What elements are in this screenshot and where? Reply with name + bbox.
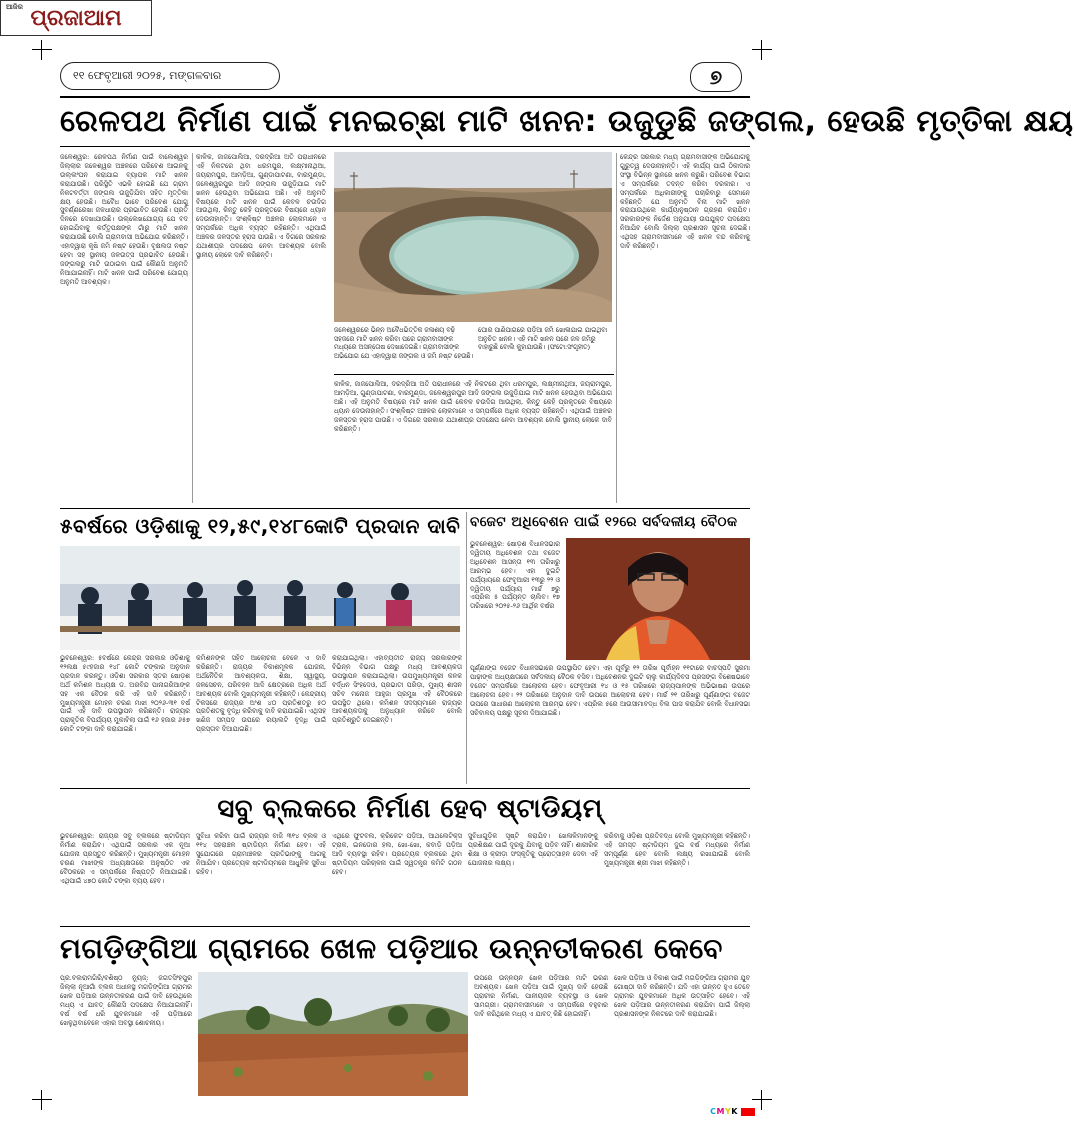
story1-end-divider [60, 508, 750, 509]
story2-headline: ୫ବର୍ଷରେ ଓଡ଼ିଶାକୁ ୧୨,୫୯,୧୪୮କୋଟି ପ୍ରଦାନ ଦାବି [60, 514, 461, 538]
registration-mark-top-right [752, 40, 772, 60]
issue-date: ୧୧ ଫେବୃଆରୀ ୨୦୨୫, ମଙ୍ଗଳବାର [60, 62, 280, 90]
village-playground-image [198, 972, 468, 1096]
column-divider [616, 153, 617, 503]
header-divider [60, 96, 750, 98]
column-divider [192, 153, 193, 503]
cmyk-m: M [716, 1107, 725, 1116]
masthead-title: ପ୍ରଜାଆମ [30, 5, 122, 31]
masthead-tagline: ଆଜିର [6, 2, 23, 11]
newspaper-masthead-logo [0, 0, 152, 36]
page-number: ୭ [690, 62, 742, 92]
story1-caption-1: ଜଳେଶ୍ୱରରେ ଭିନ୍ନ ଅବୈଧଭିତ୍ତିକ ଜଳାଶୟ ବଢ଼ି ସହଜରେ ମାଟି ଖନନ କରିବା ପରେ ଗ୍ରାମବାସୀଙ୍କ ମଧ୍ୟରେ ଅସନ୍ତୋଷ ଦେଖାଦେଇଛି। ଗ୍ରାମବାସୀଙ୍କ ଅଭିଯୋଗ ଯେ ଏହାଦ୍ୱାରା ଜଙ୍ଗଲ ଓ ଜମି ନଷ୍ଟ ହେଉଛି। [334, 326, 474, 360]
excavation-pit-image [334, 152, 612, 322]
story4-end-divider [60, 926, 750, 927]
story5-playground-photo [198, 972, 468, 1096]
story4-column-2: ସୁବିଧା କରିବା ପାଇଁ ରାଜ୍ୟର ବାଜି ୩୧୪ ବ୍ଲକ ଓ ୧୧୪ ସହରାଞ୍ଚଳ ଷ୍ଟାଡିୟମ ନିର୍ମାଣ ହେବ। ଏହି ସୁଯୋଗରେ ଗ୍ରାମାଞ୍ଚଳର ପ୍ରତିଭାଙ୍କୁ ଆଗକୁ ନିଆଯିବ। ପ୍ରତ୍ୟେକ ଷ୍ଟାଡିୟମରେ ଆଧୁନିକ ସୁବିଧା ରହିବ। [196, 832, 326, 876]
story1-column-1: ଜଳେଶ୍ୱର: ରେଳପଥ ନିର୍ମାଣ ପାଇଁ ବାଲେଶ୍ୱର ଜିଲ୍ଲାର ଜଳେଶ୍ୱର ଅଞ୍ଚଳରେ ପରିବେଶ ଆଇନକୁ ଉଲ୍ଲଂଘନ କରାଯାଇ ବ୍ୟାପକ ମାଟି ଖନନ କରାଯାଉଛି। ପରିସ୍ଥିତି ଏଭଳି ହୋଇଛି ଯେ ଗ୍ରାମ ନିକଟବର୍ତ୍ତୀ ଜଙ୍ଗଲ ଉଜୁଡ଼ିଯିବା ସହିତ ମୃତ୍ତିକା କ୍ଷୟ ହେଉଛି। ଅବୈଧ ଭାବେ ପରିବେଶ ଯୋଗୁ ସୁବର୍ଣ୍ଣରେଖା ଜଳଧାରାର ପ୍ରଭାବିତ ହେଉଛି। ପ୍ରତି ଦିନରେ ଦେଖାଯାଉଛି। ଉଲ୍ଲେଖଯୋଗ୍ୟ ଯେ ବଦ ହୋଇଯିବାକୁ କର୍ତ୍ତୃପକ୍ଷଙ୍କ ଗାଁରୁ ମାଟି ଖନନ କରାଯାଉଛି ବୋଲି ଗ୍ରାମବାସୀ ଅଭିଯୋଗ କରିଛନ୍ତି। ଏହାଦ୍ୱାରା କୃଷି ଜମି ନଷ୍ଟ ହେଉଛି। ବୃକ୍ଷଲତା ନଷ୍ଟ ହେବା ସହ ସ୍ଥାନୀୟ ଜଳଉତ୍ସ ପ୍ରଭାବିତ ହେଉଛି। ଜଙ୍ଗଲରୁ ମାଟି ଉଠାଇବା ପାଇଁ କୌଣସି ଅନୁମତି ନିଆଯାଇନାହିଁ। ମାଟି ଖନନ ପାଇଁ ପରିବେଶ ଯୋଗ୍ୟ ଅନୁମତି ଆବଶ୍ୟକ। [60, 153, 188, 286]
story5-column-4: ଖେଳ ପଡ଼ିଆ ଓ ବିକାଶ ପାଇଁ ମଗଡ଼ିଙ୍ଗିଆ ଗ୍ରାମର ଯୁବ ଗୋଷ୍ଠୀ ଦାବି କରିଛନ୍ତି। ଯଦି ଏହା ଉନ୍ନତ ହୁଏ ତେବେ ଗ୍ରାମର ଯୁବକମାନେ ଅଧିକ ଉତ୍ସାହିତ ହେବେ। ଏହି ଖେଳ ପଡ଼ିଆର ଉନ୍ନତୀକରଣ କରାଯିବା ପାଇଁ ଜିଲ୍ଲା ପ୍ରଶାସନଙ୍କ ନିକଟରେ ଦାବି କରାଯାଇଛି। [614, 974, 751, 1018]
story5-column-1: ପ୍ର.ବଲରାମଗିରି/ବଶିଷ୍ଠ ନ୍ୟୁଜ୍: ଜଗତସିଂହପୁର ଜିଲ୍ଲା ନୂଆଗାଁ ବ୍ଲକ ଅଧୀନସ୍ଥ ମଗଡ଼ିଙ୍ଗିଆ ଗ୍ରାମର ଖେଳ ପଡ଼ିଆର ଉନ୍ନତୀକରଣ ପାଇଁ ଦାବି ହେଉଥିଲେ ମଧ୍ୟ ଏ ଯାବତ୍ କୌଣସି ପଦକ୍ଷେପ ନିଆଯାଇନାହିଁ। ବର୍ଷ ବର୍ଷ ଧରି ଯୁବକମାନେ ଏହି ପଡ଼ିଆରେ ଖେଳୁଥିବାବେଳେ ଏହାର ଅବସ୍ଥା ଶୋଚନୀୟ। [60, 974, 192, 1027]
story4-headline: ସବୁ ବ୍ଲକରେ ନିର୍ମାଣ ହେବ ଷ୍ଟାଡିୟମ୍ [217, 794, 603, 824]
assembly-speaker-image [566, 538, 750, 660]
story2-column-1: ଭୁବନେଶ୍ୱର: ୫ବର୍ଷରେ କେନ୍ଦ୍ର ସରକାର ଓଡ଼ିଶାକୁ ୧୨ଲକ୍ଷ ୫୯ହଜାର ୧୪୮ କୋଟି ଟଙ୍କାର ଅନୁଦାନ ପ୍ରଦାନ କରନ୍ତୁ। ଓଡ଼ିଶା ସରକାର ସ୍ତର ଷୋଡ଼ଶ ଅର୍ଥ କମିଶନ ଅଧ୍ୟକ୍ଷ ଡ. ଅରବିନ୍ଦ ପାନାଗରିଆଙ୍କ ସହ ଏକ ବୈଠକ କରି ଏହି ଦାବି କରିଛନ୍ତି। ମୁଖ୍ୟମନ୍ତ୍ରୀ ମୋହନ ଚରଣ ମାଝୀ ୨୦୨୬-୩୧ ବର୍ଷ ପାଇଁ ଏହି ଦାବି ଉପସ୍ଥାପନ କରିଛନ୍ତି। ରାଜ୍ୟର ପ୍ରାକୃତିକ ବିପର୍ଯ୍ୟୟ ମୁକାବିଲା ପାଇଁ ୧୬ ହଜାର ୬୫୭ କୋଟି ଟଙ୍କା ଦାବି କରାଯାଇଛି। [60, 654, 190, 734]
cmyk-c: C [710, 1107, 717, 1116]
story1-caption-2: ଘୋର ପାଣିପାଗରେ ପଡ଼ିଆ ଜମି ଖୋଳାଯାଇ ଯାଇଥିବା ଅନୁଚିତ ଖନନ। ଏହି ମାଟି ଖନନ ପରେ ଜଳ ଜମିରୁ ବାହାରୁଛି ବୋଲି କୁହାଯାଉଛି। (ଫଟୋ:ସଂଗୃହୀତ) [478, 326, 608, 352]
story3-end-divider [60, 788, 750, 789]
story4-column-1: ଭୁବନେଶ୍ୱର: ରାଜ୍ୟର ସବୁ ବ୍ଲକରେ ଷ୍ଟାଡିୟମ ନିର୍ମାଣ କରାଯିବ। ଏଥିପାଇଁ ସରକାର ଏକ ନୂଆ ଯୋଜନା ପ୍ରସ୍ତୁତ କରିଛନ୍ତି। ମୁଖ୍ୟମନ୍ତ୍ରୀ ମୋହନ ଚରଣ ମାଝୀଙ୍କ ଅଧ୍ୟକ୍ଷତାରେ ଅନୁଷ୍ଠିତ ଏକ ବୈଠକରେ ଏ ସମ୍ପର୍କରେ ନିଷ୍ପତ୍ତି ନିଆଯାଇଛି। ଏଥିପାଇଁ ୪୭୦ କୋଟି ଟଙ୍କା ବ୍ୟୟ ହେବ। [60, 832, 190, 885]
story2-meeting-photo [60, 546, 460, 650]
story4-column-5: କରିବାକୁ ଓଡ଼ିଶା ପ୍ରତିବଦ୍ଧ ବୋଲି ମୁଖ୍ୟମନ୍ତ୍ରୀ କହିଛନ୍ତି। ଏହି ସମସ୍ତ ଷ୍ଟାଡିୟମ ଦୁଇ ବର୍ଷ ମଧ୍ୟରେ ନିର୍ମାଣ ସମ୍ପୂର୍ଣ୍ଣ ହେବ ବୋଲି ଲକ୍ଷ୍ୟ ରଖାଯାଇଛି ବୋଲି ମୁଖ୍ୟମନ୍ତ୍ରୀ ଶ୍ରୀ ମାଝୀ କହିଛନ୍ତି। [604, 832, 750, 867]
cmyk-y: Y [725, 1107, 732, 1116]
story4-column-4: ସୁବିଧାଗୁଡ଼ିକ ସୃଷ୍ଟି କରାଯିବ। ଖେଳାଳିମାନଙ୍କୁ ପ୍ରଶିକ୍ଷଣ ପାଇଁ ଦୂରକୁ ଯିବାକୁ ପଡ଼ିବ ନାହିଁ। ଶାରୀରିକ ଶିକ୍ଷା ଓ କ୍ରୀଡ଼ା ସଂସ୍କୃତିକୁ ପ୍ରୋତ୍ସାହନ ଦେବା ଏହି ଯୋଜନାର ଲକ୍ଷ୍ୟ। [468, 832, 598, 867]
story1-column-2: କାଳିକ, ଜାଜପୋଲିଆ, ଦରଦ୍ରିଆ ଅତି ପରାଧୀନରେ ଏହି ନିକଟରେ ଥିବା ଧରମପୁର, ଲକ୍ଷ୍ମୀନାଥିଆ, ଜୟରାମପୁର, ଆମଡ଼ିଆ, ଗୁଣ୍ଡାପାଟଣା, ବାରମୁଣ୍ଡା, ଜଳେଶ୍ୱରପୁର ଆଦି ଜଙ୍ଗଲ ଉଜୁଡ଼ିଯାଇ ମାଟି ଖନନ ହେଉଥିବା ଅଭିଯୋଗ ଅଛି। ଏହି ଅନୁମତି ବିଷୟରେ ମାଟି ଖନନ ପାଇଁ କେବଳ ଚଉଦିଗ ଆଉଥିଲା, କିନ୍ତୁ କେହି ପ୍ରକୃତରେ ବିଷୟରେ ଧ୍ୟାନ ଦେଉନାହାନ୍ତି। ସଂଶ୍ଳିଷ୍ଟ ଅଞ୍ଚଳର ଲୋକମାନେ ଏ ସମ୍ପର୍କରେ ଅଧିକ ବ୍ୟସ୍ତ ରହିଛନ୍ତି। ଏଥିପାଇଁ ଅଞ୍ଚଳର ଜଳସ୍ତର ହ୍ରାସ ପାଉଛି। ଏ ଦିଗରେ ସରକାର ଯଥାଶୀଘ୍ର ପଦକ୍ଷେପ ନେବା ଆବଶ୍ୟକ ବୋଲି ସ୍ଥାନୀୟ ଲୋକେ ଦାବି କରିଛନ୍ତି। [196, 153, 326, 259]
story5-column-3: ଉପରେ ଉନ୍ନୟନ ଖେଳ ପଡ଼ିଆର ମାଟି ଭରଣ ଅବଶ୍ୟକ। ଖେଳ ପଡ଼ିଆ ପାଇଁ ମୁଖ୍ୟ ଦାବି ହେଉଛି ପ୍ରାଚୀର ନିର୍ମାଣ, ପାନୀୟଜଳ ବ୍ୟବସ୍ଥା ଓ ଖେଳ ସାମଗ୍ରୀ। ଗ୍ରାମବାସୀମାନେ ଏ ସମ୍ପର୍କରେ ବହୁବାର ଦାବି କରିଥିଲେ ମଧ୍ୟ ଏ ଯାବତ୍ କିଛି ହୋଇନାହିଁ। [474, 974, 608, 1018]
story5-headline: ମଗଡ଼ିଙ୍ଗିଆ ଗ୍ରାମରେ ଖେଳ ପଡ଼ିଆର ଉନ୍ନତୀକରଣ କେବେ [60, 932, 723, 965]
story3-full-column: ପୂର୍ଣ୍ଣାଙ୍ଗ ବଜେଟ ବିଧାନସଭାରେ ଉପସ୍ଥାପିତ ହେବ। ଏହା ପୂର୍ବରୁ ୧୨ ତାରିଖ ପୂର୍ବାହ୍ନ ୧୧ଟାରେ ବାଚସ୍ପତି ସୁରମା ପାଢ଼ୀଙ୍କ ଅଧ୍ୟକ୍ଷତାରେ ସର୍ବଦଳୀୟ ବୈଠକ ବସିବ। ଅଧିବେଶନର ଦୁଇଟି ଚାଲୁ କାର୍ଯ୍ୟଦିବସ ପ୍ରସଙ୍ଗ ବିଶେଷଭାବେ ବଜେଟ ସମ୍ପର୍କରେ ଆଲୋଚନା ହେବ। ଫେବୃଆରୀ ୧୪ ଓ ୧୫ ତାରିଖରେ ରାଜ୍ୟପାଳଙ୍କ ଅଭିଭାଷଣ ଉପରେ ଆଲୋଚନା ହେବ। ୨୨ ତାରିଖରେ ଅନୁଦାନ ଦାବି ଉପରେ ଆଲୋଚନା ହେବ। ମାର୍ଚ୍ଚ ୨୧ ତାରିଖରୁ ପୂର୍ଣ୍ଣାଙ୍ଗ ବଜେଟ ଉପରେ ସାଧାରଣ ଆଲୋଚନା ଆରମ୍ଭ ହେବ। ଏପ୍ରିଲ ୫ରେ ଆଉସୀମାବଦ୍ଧ ବିଲ ପାସ କରାଯିବ ବୋଲି ବିଧାନସଭା ସଚିବାଳୟ ପକ୍ଷରୁ ସୂଚନା ଦିଆଯାଇଛି। [470, 664, 750, 717]
cmyk-k: K [731, 1107, 738, 1116]
story2-column-3: କରାଯାଇଥିଲା। ଏହାବ୍ୟତୀତ ରାଜ୍ୟ ସରକାରଙ୍କ ବିଭିନ୍ନ ବିଭାଗ ପକ୍ଷରୁ ମଧ୍ୟ ଆବଶ୍ୟକତା ଉପସ୍ଥାପନ କରାଯାଇଥିଲା। ଉପମୁଖ୍ୟମନ୍ତ୍ରୀ କନକ ବର୍ଦ୍ଧନ ସିଂହଦେଓ, ପ୍ରଭାତୀ ପରିଡ଼ା, ମୁଖ୍ୟ ଶାସନ ସଚିବ ମନୋଜ ଆହୁଜା ପ୍ରମୁଖ ଏହି ବୈଠକରେ ଉପସ୍ଥିତ ଥିଲେ। କମିଶନ ସଦସ୍ୟମାନେ ରାଜ୍ୟର ଆବଶ୍ୟକତାକୁ ଅନୁଧ୍ୟାନ କରିବେ ବୋଲି ପ୍ରତିଶ୍ରୁତି ଦେଇଛନ୍ତି। [332, 654, 462, 725]
finance-commission-meeting-image [60, 546, 460, 650]
color-swatch [741, 1108, 755, 1116]
story3-speaker-photo [566, 538, 750, 660]
story1-column-4: କେନ୍ଦ୍ର ସରକାର ମଧ୍ୟ ଗ୍ରାମବାସୀଙ୍କ ଅଭିଯୋଗକୁ ଗୁରୁତ୍ୱ ଦେଉନାହାନ୍ତି। ଏହି କାର୍ଯ୍ୟ ପାଇଁ ଠିକାଦାର ସଂସ୍ଥା ବିଭିନ୍ନ ସ୍ଥାନରେ ଖନନ କରୁଛି। ପରିବେଶ ବିଭାଗ ଏ ସମ୍ପର୍କରେ ତଦନ୍ତ କରିବା ଦରକାର। ଏ ସମ୍ପର୍କରେ ଅଧିକାରୀଙ୍କୁ ପଚାରିବାରୁ ସେମାନେ କହିଛନ୍ତି ଯେ ଅନୁମତି ବିନା ମାଟି ଖନନ କରାଯାଉଥିଲେ କାର୍ଯ୍ୟାନୁଷ୍ଠାନ ଗ୍ରହଣ କରାଯିବ। ସରକାରଙ୍କ ନିର୍ଦ୍ଦେଶ ଅନୁଯାୟୀ ଉପଯୁକ୍ତ ପଦକ୍ଷେପ ନିଆଯିବ ବୋଲି ଜିଲ୍ଲା ପ୍ରଶାସନ ସୂଚନା ଦେଇଛି। ଏଥିସହ ଗ୍ରାମବାସୀମାନେ ଏହି ଖନନ ବନ୍ଦ କରିବାକୁ ଦାବି କରିଛନ୍ତି। [620, 153, 750, 251]
registration-mark-bottom-right [752, 1090, 772, 1110]
cmyk-print-marker [710, 1107, 755, 1116]
story1-divider [60, 146, 750, 147]
story-divider [466, 512, 467, 784]
story1-excavation-photo [334, 152, 612, 322]
story1-column-3-continued: କାଳିକ, ଜାଜପୋଲିଆ, ଦରଦ୍ରିଆ ଅତି ପରାଧୀନରେ ଏହି ନିକଟରେ ଥିବା ଧରମପୁର, ଲକ୍ଷ୍ମୀନାଥିଆ, ଜୟରାମପୁର, ଆମଡ଼ିଆ, ଗୁଣ୍ଡାପାଟଣା, ବାରମୁଣ୍ଡା, ଜଳେଶ୍ୱରପୁର ଆଦି ଜଙ୍ଗଲ ଉଜୁଡ଼ିଯାଇ ମାଟି ଖନନ ହେଉଥିବା ଅଭିଯୋଗ ଅଛି। ଏହି ଅନୁମତି ବିଷୟରେ ମାଟି ଖନନ ପାଇଁ କେବଳ ଚଉଦିଗ ଆଉଥିଲା, କିନ୍ତୁ କେହି ପ୍ରକୃତରେ ବିଷୟରେ ଧ୍ୟାନ ଦେଉନାହାନ୍ତି। ସଂଶ୍ଳିଷ୍ଟ ଅଞ୍ଚଳର ଲୋକମାନେ ଏ ସମ୍ପର୍କରେ ଅଧିକ ବ୍ୟସ୍ତ ରହିଛନ୍ତି। ଏଥିପାଇଁ ଅଞ୍ଚଳର ଜଳସ୍ତର ହ୍ରାସ ପାଉଛି। ଏ ଦିଗରେ ସରକାର ଯଥାଶୀଘ୍ର ପଦକ୍ଷେପ ନେବା ଆବଶ୍ୟକ ବୋଲି ସ୍ଥାନୀୟ ଲୋକେ ଦାବି କରିଛନ୍ତି। [334, 380, 612, 433]
registration-mark-bottom-left [32, 1090, 52, 1110]
story3-headline: ବଜେଟ ଅଧିବେଶନ ପାଇଁ ୧୨ରେ ସର୍ବଦଳୀୟ ବୈଠକ [470, 514, 738, 530]
story2-column-2: କମିଶନଙ୍କ ସହିତ ଆଲୋଚନା ବେଳେ ଏ ଦାବି କରିଛନ୍ତି। ରାଜ୍ୟର ବିକାଶମୂଳକ ଯୋଜନା, ଅର୍ଥନୈତିକ ଆବଶ୍ୟକତା, ଶିକ୍ଷା, ସ୍ୱାସ୍ଥ୍ୟ, ଜଳସେଚନ, ପରିବହନ ଆଦି କ୍ଷେତ୍ରରେ ଅଧିକ ଅର୍ଥ ଆବଶ୍ୟକ ବୋଲି ମୁଖ୍ୟମନ୍ତ୍ରୀ କହିଛନ୍ତି। କେନ୍ଦ୍ରୀୟ ଟିକସରେ ରାଜ୍ୟର ଅଂଶ ୪୦ ପ୍ରତିଶତରୁ ୫୦ ପ୍ରତିଶତକୁ ବୃଦ୍ଧି କରିବାକୁ ଦାବି କରାଯାଇଛି। ଏଥିସହ ଖଣିଜ ସମ୍ପଦ ଉପରେ ରୟାଲଟି ବୃଦ୍ଧି ପାଇଁ ପ୍ରସ୍ତାବ ଦିଆଯାଇଛି। [196, 654, 326, 734]
story3-narrow-column: ଭୁବନେଶ୍ୱର: ଷୋଡ଼ଶ ବିଧାନସଭାର ଦ୍ୱିତୀୟ ଅଧିବେଶନ ତଥା ବଜେଟ ଅଧିବେଶନ ଆସନ୍ତା ୧୩ ତାରିଖରୁ ଆରମ୍ଭ ହେବ। ଏହା ଦୁଇଟି ପର୍ଯ୍ୟାୟରେ ଫେବୃଆରୀ ୧୩ରୁ ୨୨ ଓ ଦ୍ୱିତୀୟ ପର୍ଯ୍ୟାୟ ମାର୍ଚ୍ଚ ୭ରୁ ଏପ୍ରିଲ ୫ ପର୍ଯ୍ୟନ୍ତ ଚାଲିବ। ୧୭ ତାରିଖରେ ୨୦୨୫-୨୬ ଆର୍ଥିକ ବର୍ଷର [470, 540, 560, 611]
section-divider [334, 374, 614, 375]
registration-mark-top-left [32, 40, 52, 60]
story4-column-3: ଏଥିରେ ଫୁଟବଲ, କ୍ରିକେଟ ପଡ଼ିଆ, ଆଥଲେଟିକ୍ସ ଟ୍ରାକ, ଇନଡୋର ହଲ, ଖୋ-ଖୋ, କବାଡ଼ି ପଡ଼ିଆ ଆଦି ବ୍ୟବସ୍ଥା ରହିବ। ପ୍ରତ୍ୟେକ ବ୍ଲକରେ ଥିବା ଷ୍ଟାଡିୟମ ପରିଚାଳନା ପାଇଁ ସ୍ୱତନ୍ତ୍ର କମିଟି ଗଠନ ହେବ। [332, 832, 462, 876]
story1-headline: ରେଳପଥ ନିର୍ମାଣ ପାଇଁ ମନଇଚ୍ଛା ମାଟି ଖନନ: ଉଜୁଡୁଛି ଜଙ୍ଗଲ, ହେଉଛି ମୃତ୍ତିକା କ୍ଷୟ [60, 104, 1074, 139]
